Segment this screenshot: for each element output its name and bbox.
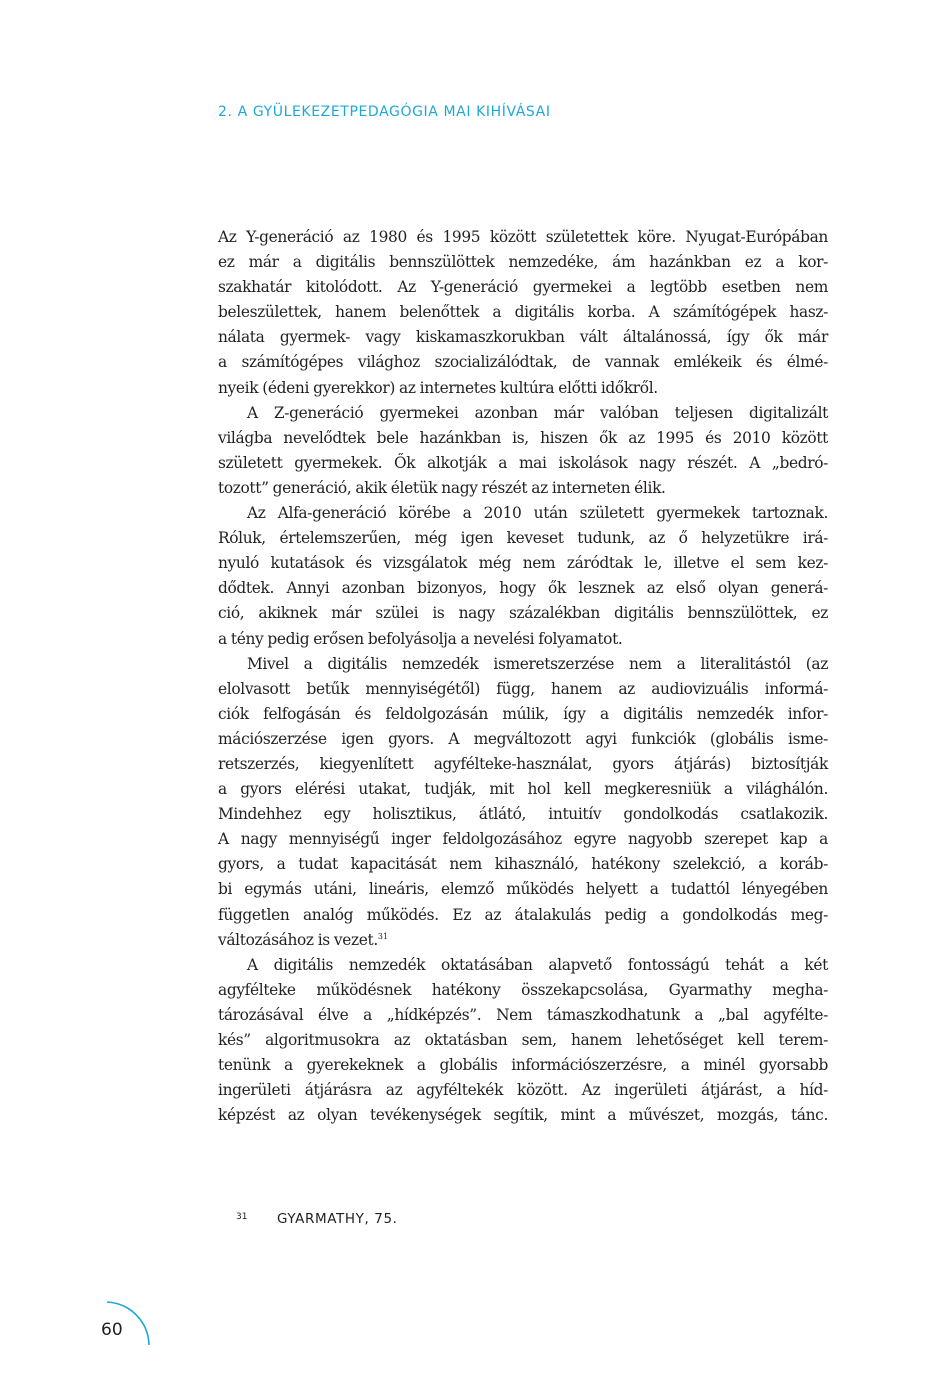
text-line: A digitális nemzedék oktatásában alapvető fontosságú tehát a két bbox=[247, 955, 828, 974]
paragraph-3 bbox=[218, 501, 828, 652]
text-line: tozott” generáció, akik életük nagy részét az interneten élik. bbox=[218, 478, 666, 497]
text-line: világba nevelődtek bele hazánkban is, hiszen ők az 1995 és 2010 között bbox=[218, 428, 828, 447]
text-line: bi egymás utáni, lineáris, elemző működés helyett a tudattól lényegében bbox=[218, 880, 828, 899]
text-line: Mivel a digitális nemzedék ismeretszerzése nem a literalitástól (az bbox=[247, 654, 828, 673]
text-line: tenünk a gyerekeknek a globális információszerzésre, a minél gyorsabb bbox=[218, 1056, 828, 1075]
text-line: kés” algoritmusokra az oktatásban sem, hanem lehetőséget kell terem- bbox=[218, 1031, 828, 1049]
text-line: elolvasott betűk mennyiségétől) függ, hanem az audiovizuális informá- bbox=[218, 679, 828, 698]
text-line: a gyors elérési utakat, tudják, mit hol kell megkeresniük a világhálón. bbox=[218, 780, 828, 799]
paragraph-1 bbox=[218, 225, 828, 401]
text-line: ingerületi átjárásra az agyféltekék között. Az ingerületi átjárást, a híd- bbox=[218, 1081, 828, 1100]
text-line: tározásával élve a „hídképzés”. Nem támaszkodhatunk a „bal agyfélte- bbox=[218, 1005, 828, 1024]
text-line: ciók felfogásán és feldolgozásán múlik, így a digitális nemzedék infor- bbox=[218, 704, 828, 723]
text-line: független analóg működés. Ez az átalakulás pedig a gondolkodás meg- bbox=[218, 905, 828, 924]
text-line: retszerzés, kiegyenlített agyfélteke-használat, gyors átjárás) biztosítják bbox=[218, 754, 828, 773]
text-line: ez már a digitális bennszülöttek nemzedéke, ám hazánkban ez a kor- bbox=[218, 253, 828, 272]
text-line: szakhatár kitolódott. Az Y-generáció gyermekei a legtöbb esetben nem bbox=[218, 278, 828, 297]
text-line: képzést az olyan tevékenységek segítik, mint a művészet, mozgás, tánc. bbox=[218, 1106, 828, 1125]
text-line: beleszülettek, hanem belenőttek a digitális korba. A számítógépek hasz- bbox=[218, 303, 828, 322]
text-line: dődtek. Annyi azonban bizonyos, hogy ők lesznek az első olyan generá- bbox=[218, 579, 828, 598]
footnote-number: 31 bbox=[236, 1212, 248, 1222]
footnote-31 bbox=[236, 1208, 398, 1227]
text-line: Mindehhez egy holisztikus, átlátó, intuitív gondolkodás csatlakozik. bbox=[218, 805, 828, 824]
page-number: 60 bbox=[101, 1320, 123, 1340]
paragraph-2 bbox=[218, 401, 828, 501]
text-line-with-footnote bbox=[218, 928, 828, 953]
running-head: 2. A GYÜLEKEZETPEDAGÓGIA MAI KIHÍVÁSAI bbox=[218, 104, 551, 120]
text-line: Az Y-generáció az 1980 és 1995 között születettek köre. Nyugat-Európában bbox=[218, 228, 828, 246]
text-line: gyors, a tudat kapacitását nem kihasználó, hatékony szelekció, a koráb- bbox=[218, 855, 828, 874]
text-line: változásához is vezet. bbox=[218, 930, 378, 949]
text-line: ció, akiknek már szülei is nagy százalékban digitális bennszülöttek, ez bbox=[218, 604, 828, 623]
paragraph-5 bbox=[218, 953, 828, 1129]
text-line: született gyermekek. Ők alkotják a mai iskolások nagy részét. A „bedró- bbox=[218, 453, 828, 472]
text-line: mációszerzése igen gyors. A megváltozott agyi funkciók (globális isme- bbox=[218, 729, 828, 748]
text-line: Az Alfa-generáció körébe a 2010 után született gyermekek tartoznak. bbox=[247, 504, 828, 523]
text-line: agyfélteke működésnek hatékony összekapcsolása, Gyarmathy megha- bbox=[218, 980, 828, 999]
text-line: A nagy mennyiségű inger feldolgozásához egyre nagyobb szerepet kap a bbox=[218, 830, 828, 849]
footnote-text: GYARMATHY, 75. bbox=[277, 1211, 398, 1227]
footnote-reference[interactable]: 31 bbox=[377, 931, 389, 941]
text-line: a tény pedig erősen befolyásolja a nevelési folyamatot. bbox=[218, 629, 623, 648]
page-number-block bbox=[96, 1298, 156, 1350]
text-line: nyeik (édeni gyerekkor) az internetes kultúra előtti időkről. bbox=[218, 378, 658, 397]
body-text bbox=[218, 225, 828, 1128]
text-line: a számítógépes világhoz szocializálódtak, de vannak emlékeik és élmé- bbox=[218, 353, 828, 372]
text-line: nyuló kutatások és vizsgálatok még nem záródtak le, illetve el sem kez- bbox=[218, 554, 828, 573]
text-line: Róluk, értelemszerűen, még igen keveset tudunk, az ő helyzetükre irá- bbox=[218, 529, 828, 548]
text-line: nálata gyermek- vagy kiskamaszkorukban vált általánossá, így ők már bbox=[218, 328, 828, 347]
paragraph-4 bbox=[218, 652, 828, 953]
text-line: A Z-generáció gyermekei azonban már valóban teljesen digitalizált bbox=[247, 403, 828, 422]
